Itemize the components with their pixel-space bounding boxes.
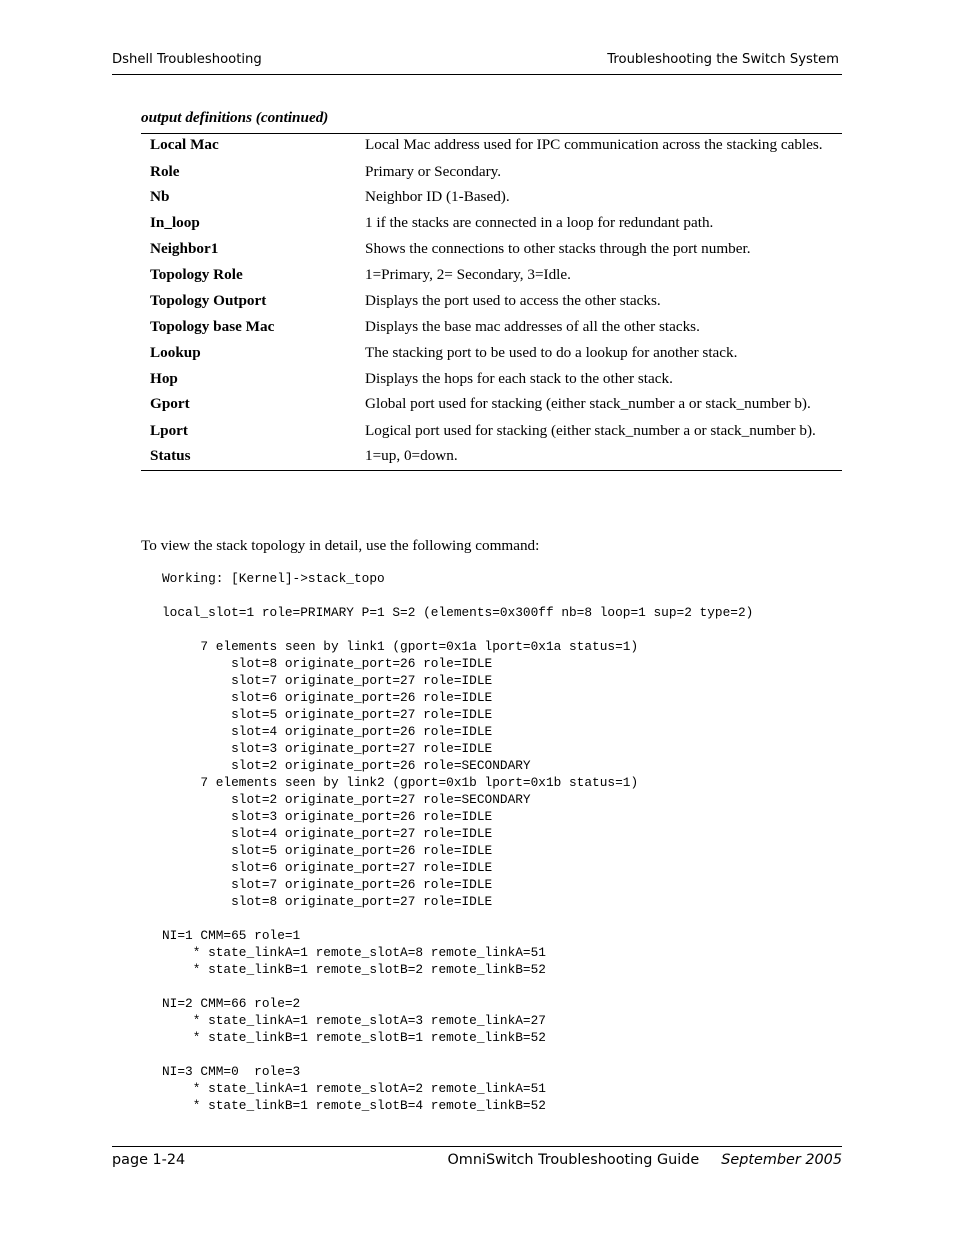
definition-row [141, 344, 842, 362]
definition-term: Topology base Mac [150, 318, 275, 335]
definition-row [141, 447, 842, 465]
definition-term: Gport [150, 395, 190, 412]
definition-description: Displays the port used to access the other stacks. [365, 292, 661, 309]
header-chapter-title: Troubleshooting the Switch System [607, 52, 839, 67]
definition-description: Neighbor ID (1-Based). [365, 188, 510, 205]
definition-description: Logical port used for stacking (either stack_number a or stack_number b). [365, 422, 816, 439]
definition-description: Shows the connections to other stacks through the port number. [365, 240, 751, 257]
definition-term: Status [150, 447, 191, 464]
definition-term: Lookup [150, 344, 201, 361]
definition-description: The stacking port to be used to do a lookup for another stack. [365, 344, 738, 361]
page-header [112, 50, 842, 75]
definition-description: Primary or Secondary. [365, 163, 502, 180]
definition-term: Topology Role [150, 266, 243, 283]
definition-description: Displays the hops for each stack to the other stack. [365, 370, 673, 387]
definition-row [141, 370, 842, 388]
publication-date: September 2005 [721, 1152, 842, 1168]
intro-paragraph: To view the stack topology in detail, use the following command: [141, 537, 540, 554]
definition-description: 1=Primary, 2= Secondary, 3=Idle. [365, 266, 571, 283]
definition-row [141, 422, 842, 440]
definition-term: Nb [150, 188, 170, 205]
definition-term: Role [150, 163, 180, 180]
definition-term: Hop [150, 370, 178, 387]
definition-row [141, 214, 842, 232]
definition-row [141, 136, 842, 154]
guide-title: OmniSwitch Troubleshooting Guide [447, 1152, 700, 1168]
definition-row [141, 188, 842, 206]
definition-term: Local Mac [150, 136, 219, 153]
definition-row [141, 240, 842, 258]
definition-description: Displays the base mac addresses of all the other stacks. [365, 318, 700, 335]
footer-title [447, 1152, 842, 1168]
definition-row [141, 266, 842, 284]
definition-description: 1 if the stacks are connected in a loop for redundant path. [365, 214, 714, 231]
definition-row [141, 395, 842, 413]
table-caption: output definitions (continued) [141, 109, 329, 126]
definition-description: Global port used for stacking (either stack_number a or stack_number b). [365, 395, 811, 412]
definition-term: Topology Outport [150, 292, 267, 309]
definition-description: Local Mac address used for IPC communication across the stacking cables. [365, 136, 823, 153]
page-footer [112, 1146, 842, 1168]
definition-term: In_loop [150, 214, 200, 231]
definition-row [141, 318, 842, 336]
definition-term: Lport [150, 422, 188, 439]
definition-row [141, 292, 842, 310]
definition-term: Neighbor1 [150, 240, 219, 257]
output-definitions-table [141, 133, 842, 471]
definition-row [141, 163, 842, 181]
page-number: page 1-24 [112, 1152, 186, 1168]
header-section-title: Dshell Troubleshooting [112, 52, 262, 67]
definition-description: 1=up, 0=down. [365, 447, 458, 464]
command-output-code-block: Working: [Kernel]->stack_topo local_slot=1 role=PRIMARY P=1 S=2 (elements=0x300ff nb=8 loop=1 sup=2 type=2) 7 elements seen by link1 (gport=0x1a lport=0x1a status=1) slot=8 originate_port=26 role=IDLE slot=7 originate_port=27 role=IDLE slot=6 originate_port=26 role=IDLE slot=5 originate_port=27 role=IDLE slot=4 originate_port=26 role=IDLE slot=3 originate_port=27 role=IDLE slot=2 originate_port=26 role=SECONDARY 7 elements seen by link2 (gport=0x1b lport=0x1b status=1) slot=2 originate_port=27 role=SECONDARY slot=3 originate_port=26 role=IDLE slot=4 originate_port=27 role=IDLE slot=5 originate_port=26 role=IDLE slot=6 originate_port=27 role=IDLE slot=7 originate_port=26 role=IDLE slot=8 originate_port=27 role=IDLE NI=1 CMM=65 role=1 * state_linkA=1 remote_slotA=8 remote_linkA=51 * state_linkB=1 remote_slotB=2 remote_linkB=52 NI=2 CMM=66 role=2 * state_linkA=1 remote_slotA=3 remote_linkA=27 * state_linkB=1 remote_slotB=1 remote_linkB=52 NI=3 CMM=0 role=3 * state_linkA=1 remote_slotA=2 remote_linkA=51 * state_linkB=1 remote_slotB=4 remote_linkB=52 [162, 571, 754, 1113]
